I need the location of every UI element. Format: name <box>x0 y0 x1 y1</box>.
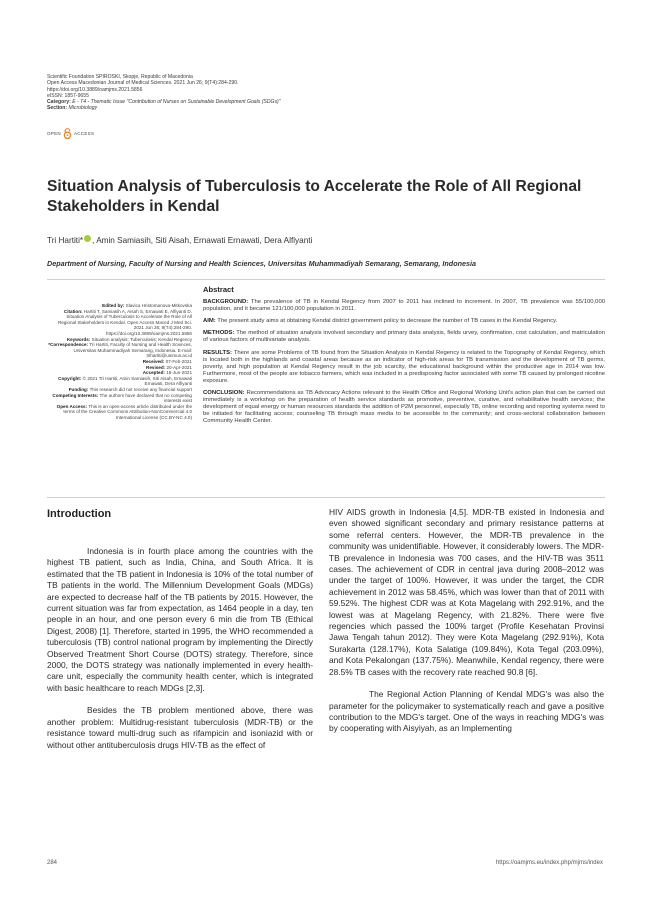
body-column-right <box>329 507 604 746</box>
competing-label: Competing Interests: <box>52 392 99 398</box>
journal-line: Open Access Macedonian Journal of Medical Sciences. 2021 Jun 26; 9(T4):284-290. <box>47 80 239 87</box>
journal-meta <box>47 74 347 112</box>
abstract-aim <box>203 318 605 325</box>
abstract-background <box>203 299 605 313</box>
abstract-conclusion <box>203 390 605 425</box>
revised-value: 20-Apr-2021 <box>166 364 192 370</box>
page-number: 284 <box>47 860 58 866</box>
open-access-logo-left-text: OPEN <box>47 130 61 136</box>
conclusion-label: CONCLUSION: <box>203 390 245 397</box>
aim-text: The present study aims at obtaining Kendal district government policy to decrease the number of TB cases in the Kendal Regency. <box>217 318 558 325</box>
article-metadata <box>47 303 192 420</box>
competing-interests <box>47 393 192 404</box>
abstract-methods <box>203 330 605 344</box>
funding-value: This research did not receive any financial support <box>89 386 192 392</box>
author-list <box>47 235 312 245</box>
first-author: Tri Hartiti* <box>47 236 84 245</box>
open-access-label: Open Access: <box>56 403 88 409</box>
correspondence-label: *Correspondence: <box>48 342 89 348</box>
copyright-label: Copyright: <box>58 375 82 381</box>
section-value: Microbiology <box>68 105 98 112</box>
competing-value: The authors have declared that no competing interests exist <box>99 392 192 404</box>
citation <box>47 309 192 337</box>
section-heading-introduction: Introduction <box>47 508 112 520</box>
category-label: Category: <box>47 99 71 106</box>
conclusion-text: Recommendations as TB Advocacy Actions relevant to the Health Office and Regional Working Unit's action plan that can be carried out immediately is a workshop on the preparation of health service standards as promotive, preventive, curative, and rehabilitative health services; the development of equal energy or human resources standards the addition of P2M personnel, especially TB, online recording and reporting systems need to be initiated for facilitating access; counseling TB through mass media to be accessible to the community; and cross-sectoral collaboration between Community Health Center. <box>203 390 606 425</box>
author-affiliation: Department of Nursing, Faculty of Nursing and Health Sciences, Universitas Muhammadiyah Semarang, Semarang, Indonesia <box>47 259 476 268</box>
aim-label: AIM: <box>203 318 216 325</box>
doi-link[interactable]: https://doi.org/10.3889/oamjms.2021.5856 <box>47 86 143 93</box>
edited-by-label: Edited by: <box>102 303 125 308</box>
paragraph: Indonesia is in fourth place among the countries with the highest TB patient, such as India, China, and South Africa. It is estimated that the TB patient in Indonesia is 10% of the total number of TB patients in the world. The Millennium Development Goals (MDGs) are expected to decrease half of the TB patients by 2015. However, the current situation was far from expectation, as 1464 people in a day, ten people in an hour, and one person every 6 min die from TB (Ethical Digest, 2008) [1]. Therefore, started in 1995, the WHO recommended a tuberculosis (TB) control national program by implementing the Directly Observed Treatment Short Course (DOTS) strategy. Therefore, since 2000, the DOTS strategy was nationally implemented in every health-care unit, especially the community health center, which is integrated with basic healthcare to reach MDGs [2,3]. <box>47 546 313 693</box>
edited-by-value: Slavica Hristomanova-Mitkovska <box>125 303 192 308</box>
section-label: Section: <box>47 105 68 112</box>
paragraph: The Regional Action Planning of Kendal MDG's was also the parameter for the policymaker to systematically reach and gave a positive contribution to the MDG's target. One of the ways in reaching MDG's was by cooperating with Aisyiyah, as an Implementing <box>329 689 604 734</box>
funding-label: Funding: <box>68 386 89 392</box>
journal-url-link[interactable]: https://oamjms.eu/index.php/mjms/index <box>495 860 603 866</box>
other-authors: , Amin Samiasih, Siti Aisah, Ernawati Ernawati, Dera Alfiyanti <box>92 236 313 245</box>
accepted-label: Accepted: <box>142 370 165 376</box>
methods-label: METHODS: <box>203 330 235 337</box>
background-text: The prevalence of TB in Kendal Regency from 2007 to 2011 has inclined to increment. In 2007, TB prevalence was 55/100,000 population, and it became 121/100,000 population in 2011. <box>203 299 605 313</box>
paragraph: HIV AIDS growth in Indonesia [4,5]. MDR-TB existed in Indonesia and even showed significant secondary and primary resistance patterns at some referral centers. However, the MDR-TB prevalence in the community was unidentifiable. However, it considerably lowers. The MDR-TB prevalence in Indonesia was 700 cases, and the HIV-TB was 3511 cases. The achievement of CDR in central java during 2008–2012 was under the target of 100%. However, it was under the target, the CDR achievement in 2012 was 58.45%, which was lower than that of 2011 with 59.52%. The highest CDR was at Kota Magelang with 292.91%, and the lowest was at Magelang Regency, with 21.82%. There were five regencies which passed the 100% target (Profile Kesehatan Provinsi Jawa Tengah tahun 2012). They were Kota Magelang (292.91%), Kota Surakarta (128.17%), Kota Salatiga (109.84%), Kota Tegal (203.09%), and Kota Pekalongan (137.75%). Meanwhile, Kendal regency, there were 28.5% TB cases with the recovery rate reached 90.8 [6]. <box>329 507 604 677</box>
results-text: There are some Problems of TB found from the Situation Analysis in Kendal Regency is related to the Topography of Kendal Regency, which is located both in the highlands and coastal areas because as an indicator of high-risk areas for TB transmission and the development of TB germs, poverty, and high population at Kendal Regency result in the job scarcity, the educational background within the productive age in 2014 was low. Furthermore, most of the people are tobacco farmers, which was included in a predisposing factor associated with some TB caused by prolonged nicotine exposure. <box>203 349 605 384</box>
body-column-left <box>47 546 313 762</box>
abstract <box>203 286 605 431</box>
background-label: BACKGROUND: <box>203 299 249 306</box>
keywords-value: Situation analysis; Tuberculosis; Kendal Regency <box>91 336 192 342</box>
category-value: E - T4 - Thematic Issue "Contribution of Nurses on Sustainable Development Goals (SDGs)" <box>72 99 281 106</box>
revised-label: Revised: <box>146 364 166 370</box>
orcid-icon[interactable] <box>84 235 91 242</box>
copyright-value: © 2021 Tri Hartiti, Amin Samiasih, Siti Aisah, Ernawati Ernawati, Dera Alfiyanti <box>82 375 192 387</box>
eissn-line: eISSN: 1857-9655 <box>47 92 89 99</box>
divider-bottom <box>47 497 605 498</box>
section-line <box>47 105 347 111</box>
correspondence <box>47 342 192 359</box>
citation-value: Hartiti T, Samiasih A, Aisah S, Ernawati E, Alfiyanti D. Situation Analysis of Tuberculosis to Accelerate the Role of All Regional Stakeholders in Kendal. Open Access Maced J Med Sci. 2021 Jun 26; 9(T4):284-290. https://doi.org/10.3889/oamjms.2021.5856 <box>57 308 192 336</box>
received-value: 07-Feb-2021 <box>165 358 192 364</box>
open-access-logo <box>47 127 94 139</box>
divider-top <box>47 279 605 280</box>
publisher-line: Scientific Foundation SPIROSKI, Skopje, Republic of Macedonia <box>47 74 193 80</box>
article-title: Situation Analysis of Tuberculosis to Accelerate the Role of All Regional Stakeholders in Kendal <box>47 178 582 215</box>
accepted-value: 16-Jun-2021 <box>166 370 192 376</box>
results-label: RESULTS: <box>203 349 233 356</box>
open-access-logo-right-text: ACCESS <box>73 130 95 136</box>
correspondence-value: Tri Hartiti, Faculty of Nursing and Health Sciences, Universitas Muhammadiyah Semarang, Indonesia. E-mail: trihartiti@unimus.ac.id <box>73 342 192 359</box>
copyright <box>47 376 192 387</box>
received-label: Received: <box>142 358 165 364</box>
open-access-note <box>47 404 192 421</box>
citation-label: Citation: <box>63 308 83 314</box>
keywords-label: Keywords: <box>66 336 91 342</box>
open-access-value: This is an open-access article distributed under the terms of the Creative Commons Attribution-NonCommercial 4.0 International License (CC BY-NC 4.0) <box>63 403 192 420</box>
abstract-results <box>203 350 605 385</box>
abstract-heading: Abstract <box>203 285 234 294</box>
open-lock-icon <box>63 128 72 139</box>
paragraph: Besides the TB problem mentioned above, there was another problem: Multidrug-resistant tuberculosis (MDR-TB) or the resistance toward multi-drug such as rifampicin and isoniazid with or without other antituberculosis drugs HIV-TB as the effect of <box>47 705 313 750</box>
methods-text: The method of situation analysis involved secondary and primary data analysis, fields urvey, confirmation, cost calculation, and matriculation of various factors of multivariate analysis. <box>203 330 606 344</box>
